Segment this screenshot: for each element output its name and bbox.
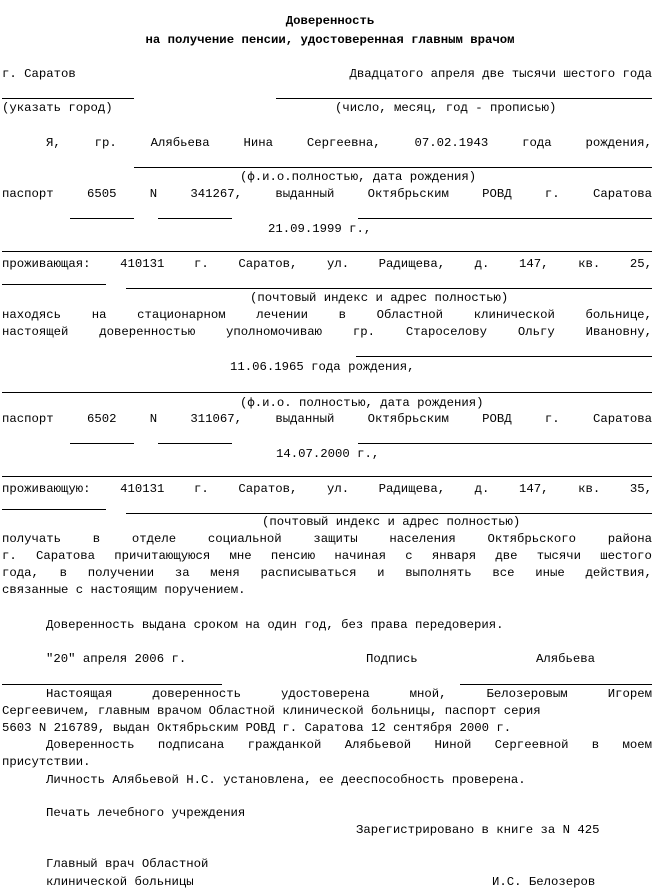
divider [276, 98, 652, 99]
city: г. Саратов [2, 67, 76, 81]
divider [2, 684, 222, 685]
agent-passport: паспорт 6502 N 311067, выданный Октябрьским РОВД г. Саратова [2, 412, 652, 426]
powers-line-4: связанные с настоящим поручением. [2, 583, 246, 597]
divider [356, 356, 652, 357]
principal-address-hint: (почтовый индекс и адрес полностью) [250, 291, 509, 305]
divider [2, 98, 134, 99]
principal-residence: проживающая: 410131 г. Саратов, ул. Радищева, д. 147, кв. 25, [2, 257, 652, 271]
principal-intro: Я, гр. Алябьева Нина Сергеевна, 07.02.1943 года рождения, [46, 136, 652, 150]
agent-residence: проживающую: 410131 г. Саратов, ул. Радищева, д. 147, кв. 35, [2, 482, 652, 496]
divider [158, 443, 232, 444]
divider [126, 513, 652, 514]
divider [358, 218, 652, 219]
divider [70, 443, 134, 444]
certification-line-4: Доверенность подписана гражданкой Алябьевой Ниной Сергеевной в моем [46, 738, 653, 752]
date-hint: (число, месяц, год - прописью) [335, 101, 557, 115]
divider [2, 509, 106, 510]
doctor-position-line-2: клинической больницы [46, 875, 194, 889]
principal-situation-line-2: настоящей доверенностью уполномочиваю гр. Староселову Ольгу Ивановну, [2, 325, 653, 339]
certification-line-5: присутствии. [2, 755, 91, 769]
divider [134, 167, 652, 168]
divider [158, 218, 232, 219]
divider [126, 288, 652, 289]
doctor-name: И.С. Белозеров [492, 875, 596, 889]
agent-birth: 11.06.1965 года рождения, [230, 360, 415, 374]
powers-line-3: года, в получении за меня расписываться и выполнять все иные действия, [2, 566, 652, 580]
certification-line-2: Сергеевичем, главным врачом Областной клинической больницы, паспорт серия [2, 704, 541, 718]
doctor-position-line-1: Главный врач Областной [46, 857, 209, 871]
certification-line-3: 5603 N 216789, выдан Октябрьским РОВД г. Саратова 12 сентября 2000 г. [2, 721, 512, 735]
divider [358, 443, 652, 444]
powers-line-2: г. Саратова причитающуюся мне пенсию начиная с января две тысячи шестого [2, 549, 652, 563]
principal-passport-date: 21.09.1999 г., [268, 222, 372, 236]
principal-situation-line-1: находясь на стационарном лечении в Областной клинической больнице, [2, 308, 652, 322]
principal-passport: паспорт 6505 N 341267, выданный Октябрьским РОВД г. Саратова [2, 187, 652, 201]
city-hint: (указать город) [2, 101, 113, 115]
identity-statement: Личность Алябьевой Н.С. установлена, ее дееспособность проверена. [46, 773, 526, 787]
divider [70, 218, 134, 219]
divider [2, 284, 106, 285]
validity-clause: Доверенность выдана сроком на один год, без права передоверия. [46, 618, 504, 632]
document-subtitle: на получение пенсии, удостоверенная главным врачом [145, 33, 515, 47]
agent-address-hint: (почтовый индекс и адрес полностью) [262, 515, 521, 529]
agent-fio-hint: (ф.и.о. полностью, дата рождения) [240, 396, 484, 410]
signature-label: Подпись [366, 652, 418, 666]
seal-label: Печать лечебного учреждения [46, 806, 246, 820]
divider [2, 476, 652, 477]
divider [460, 684, 652, 685]
signature-name: Алябьева [536, 652, 596, 666]
agent-passport-date: 14.07.2000 г., [276, 447, 380, 461]
principal-fio-hint: (ф.и.о.полностью, дата рождения) [240, 170, 477, 184]
certification-line-1: Настоящая доверенность удостоверена мной, Белозеровым Игорем [46, 687, 652, 701]
powers-line-1: получать в отделе социальной защиты населения Октябрьского района [2, 532, 652, 546]
signature-date: "20" апреля 2006 г. [46, 652, 187, 666]
divider [2, 251, 652, 252]
registration-note: Зарегистрировано в книге за N 425 [356, 823, 600, 837]
date-in-words: Двадцатого апреля две тысячи шестого года [349, 67, 652, 81]
document-title: Доверенность [285, 14, 375, 28]
divider [2, 392, 652, 393]
